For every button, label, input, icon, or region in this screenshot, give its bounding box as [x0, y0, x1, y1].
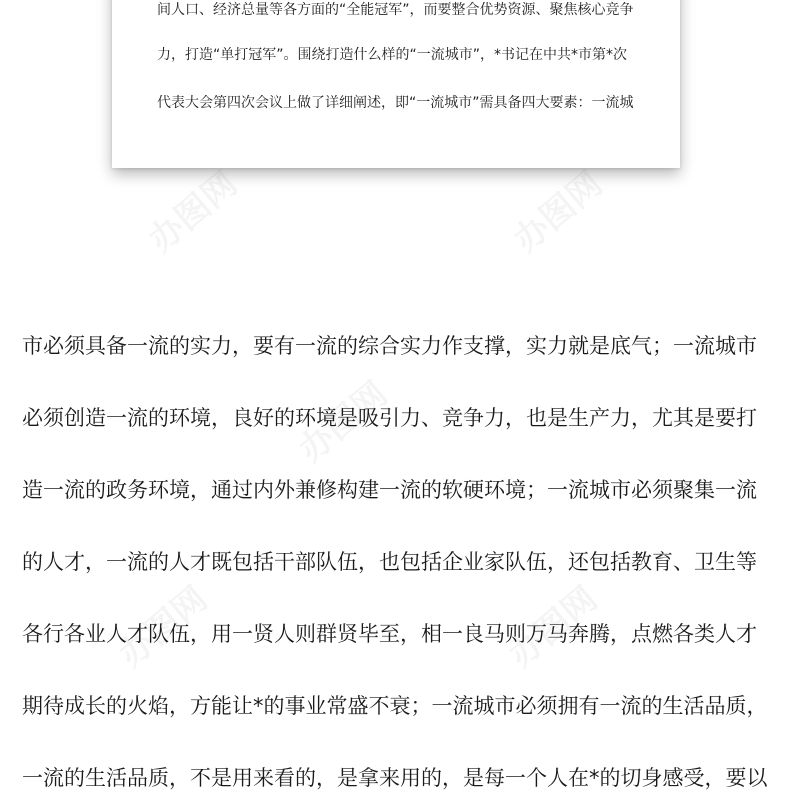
card-text-line: 间人口、经济总量等各方面的“全能冠军”，而要整合优势资源、聚焦核心竞争	[157, 2, 634, 18]
text-card	[112, 0, 680, 168]
watermark: 办图网	[111, 579, 216, 676]
watermark: 办图网	[506, 164, 611, 261]
body-text-line: 造一流的政务环境，通过内外兼修构建一流的软硬环境；一流城市必须聚集一流	[22, 478, 757, 502]
body-text-line: 的人才，一流的人才既包括干部队伍，也包括企业家队伍，还包括教育、卫生等	[22, 550, 757, 574]
body-text-line: 必须创造一流的环境，良好的环境是吸引力、竞争力，也是生产力，尤其是要打	[22, 406, 757, 430]
watermark: 办图网	[141, 164, 246, 261]
body-text-line: 市必须具备一流的实力，要有一流的综合实力作支撑，实力就是底气；一流城市	[22, 334, 757, 358]
body-text-line: 各行各业人才队伍，用一贤人则群贤毕至，相一良马则万马奔腾，点燃各类人才	[22, 622, 757, 646]
body-text-line: 一流的生活品质，不是用来看的，是拿来用的，是每一个人在*的切身感受，要以	[22, 766, 768, 790]
card-text-line: 代表大会第四次会议上做了详细阐述，即“一流城市”需具备四大要素：一流城	[157, 95, 634, 111]
card-text-line: 力，打造“单打冠军”。围绕打造什么样的“一流城市”，*书记在中共*市第*次	[157, 47, 628, 63]
body-text-line: 期待成长的火焰，方能让*的事业常盛不衰；一流城市必须拥有一流的生活品质，	[22, 694, 768, 718]
watermark: 办图网	[501, 579, 606, 676]
watermark: 办图网	[291, 374, 396, 471]
